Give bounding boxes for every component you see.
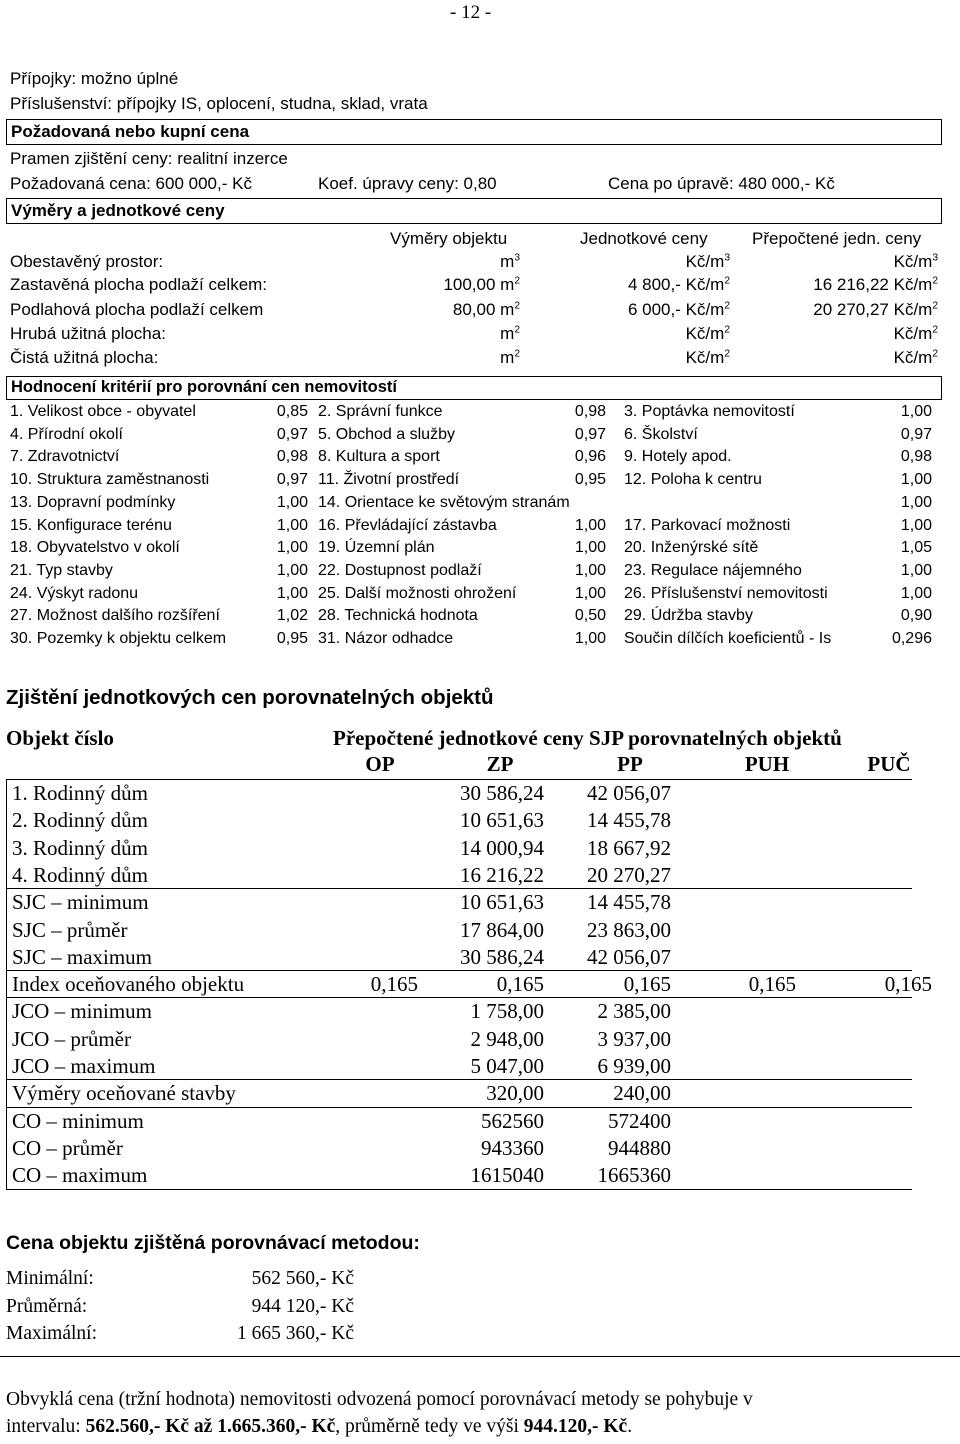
vymery-unit-exponent: 2	[514, 300, 520, 312]
table-cell-zp: 0,165	[496, 972, 544, 997]
vymery-cell-vym	[398, 300, 520, 320]
kriterium-label: 25. Další možnosti ohrožení	[318, 584, 517, 602]
zaver-end: .	[627, 1416, 633, 1437]
vymery-value: 20 270,27 Kč/m	[813, 300, 933, 319]
col-objekt-cislo: Objekt číslo	[6, 726, 114, 750]
zaver-prumer: 944.120,- Kč	[523, 1416, 628, 1437]
kriteria-header: Hodnocení kritérií pro porovnání cen nemovitostí	[11, 378, 397, 396]
col-header-zp: ZP	[486, 752, 514, 776]
table-cell-pp: 572400	[608, 1108, 671, 1133]
group-separator	[6, 888, 912, 889]
kriterium-coefficient: 0,85	[276, 403, 308, 420]
table-cell-puh: 0,165	[748, 972, 796, 997]
kriterium-coefficient: 1,00	[900, 493, 932, 511]
kriterium-label: 31. Názor odhadce	[318, 630, 454, 647]
vymery-header: Výměry a jednotkové ceny	[11, 201, 225, 220]
cena-value: 562 560,- Kč	[251, 1268, 354, 1289]
table-row-label: JCO – maximum	[12, 1054, 156, 1078]
vymery-cell-jc	[560, 275, 730, 295]
table-cell-zp: 1615040	[470, 1163, 544, 1188]
vymery-cell-vym	[398, 348, 520, 368]
kriterium-label: 9. Hotely apod.	[624, 448, 732, 466]
table-cell-zp: 2 948,00	[470, 1026, 544, 1051]
kriterium-coefficient: 0,90	[900, 607, 932, 625]
table-row-label: Index oceňovaného objektu	[12, 972, 245, 997]
table-cell-zp: 10 651,63	[460, 890, 544, 915]
pripojky-text: Přípojky: možno úplné	[10, 69, 179, 88]
kriterium-coefficient: 0,95	[276, 630, 308, 647]
kriterium-label: 6. Školství	[624, 425, 698, 443]
kriterium-coefficient: 1,00	[574, 584, 606, 602]
pozadovana-cena: Požadovaná cena: 600 000,- Kč	[10, 174, 252, 193]
group-separator	[6, 1189, 912, 1190]
koef-upravy: Koef. úpravy ceny: 0,80	[318, 174, 497, 193]
pramen-text: Pramen zjištění ceny: realitní inzerce	[10, 149, 288, 168]
vymery-unit-exponent: 3	[724, 252, 730, 264]
group-separator	[6, 997, 912, 998]
vymery-unit-exponent: 2	[932, 324, 938, 336]
vymery-row-label: Hrubá užitná plocha:	[10, 324, 166, 343]
kriterium-label: Součin dílčích koeficientů - Is	[624, 630, 832, 647]
cena-objektu-title: Cena objektu zjištěná porovnávací metodou:	[6, 1232, 420, 1254]
kriterium-label: 7. Zdravotnictví	[10, 448, 120, 466]
cena-label: Maximální:	[6, 1323, 97, 1344]
table-top-border	[6, 779, 912, 780]
kriterium-coefficient: 0,98	[276, 448, 308, 466]
kriterium-label: 29. Údržba stavby	[624, 607, 753, 625]
cena-value: 944 120,- Kč	[251, 1295, 354, 1317]
kriterium-label: 5. Obchod a služby	[318, 425, 455, 443]
vymery-value: m	[500, 348, 515, 367]
pozadovana-header: Požadovaná nebo kupní cena	[11, 122, 250, 141]
table-cell-pp: 1665360	[597, 1163, 671, 1188]
col-group-header: Přepočtené jednotkové ceny SJP porovnatelných objektů	[333, 726, 842, 750]
vymery-cell-vym	[398, 324, 520, 344]
table-cell-zp: 14 000,94	[460, 835, 544, 860]
kriterium-label: 4. Přírodní okolí	[10, 425, 123, 443]
table-cell-pp: 14 455,78	[587, 890, 671, 915]
kriterium-label: 12. Poloha k centru	[624, 471, 762, 489]
table-cell-pp: 240,00	[613, 1081, 671, 1106]
kriterium-label: 3. Poptávka nemovitostí	[624, 403, 795, 420]
kriterium-label: 30. Pozemky k objektu celkem	[10, 630, 227, 647]
vymery-unit-exponent: 2	[724, 348, 730, 360]
col-header-puh: PUH	[744, 752, 790, 776]
kriterium-coefficient: 1,00	[900, 403, 932, 420]
kriterium-label: 20. Inženýrské sítě	[624, 539, 759, 557]
kriterium-coefficient: 0,96	[574, 448, 606, 466]
vymery-value: m	[500, 324, 515, 343]
table-cell-pp: 2 385,00	[597, 999, 671, 1024]
kriterium-coefficient: 1,00	[900, 471, 932, 489]
table-cell-pp: 0,165	[623, 972, 671, 997]
table-row-label: Výměry oceňované stavby	[12, 1081, 236, 1106]
kriterium-coefficient: 1,00	[900, 516, 932, 534]
vymery-value: 16 216,22 Kč/m	[813, 275, 933, 294]
kriterium-coefficient: 1,00	[574, 630, 606, 647]
kriterium-label: 26. Příslušenství nemovitosti	[624, 584, 828, 602]
vymery-cell-jc	[560, 300, 730, 320]
vymery-unit-exponent: 3	[514, 252, 520, 264]
table-cell-zp: 562560	[481, 1108, 544, 1133]
vymery-cell-vym	[398, 275, 520, 295]
vymery-value: m	[500, 252, 515, 271]
table-cell-pp: 3 937,00	[597, 1026, 671, 1051]
table-cell-zp: 17 864,00	[460, 917, 544, 942]
kriterium-label: 28. Technická hodnota	[318, 607, 478, 625]
kriterium-label: 11. Životní prostředí	[318, 471, 460, 489]
kriterium-coefficient: 0,296	[891, 630, 932, 647]
vymery-unit-exponent: 2	[932, 275, 938, 287]
vymery-unit-exponent: 2	[724, 300, 730, 312]
kriterium-coefficient: 1,00	[276, 561, 308, 579]
vymery-value: 100,00 m	[443, 275, 515, 294]
zaver-line1: Obvyklá cena (tržní hodnota) nemovitosti odvozená pomocí porovnávací metody se pohybuje v	[6, 1389, 753, 1410]
kriterium-label: 19. Územní plán	[318, 539, 435, 557]
divider	[0, 1356, 960, 1357]
kriterium-coefficient: 1,00	[574, 516, 606, 534]
kriterium-coefficient: 0,98	[574, 403, 606, 420]
vymery-cell-pj	[740, 252, 938, 272]
table-cell-pp: 6 939,00	[597, 1054, 671, 1078]
kriterium-label: 15. Konfigurace terénu	[10, 516, 172, 534]
vymery-value: Kč/m	[685, 252, 725, 271]
kriterium-label: 2. Správní funkce	[318, 403, 443, 420]
kriterium-coefficient: 1,02	[276, 607, 308, 625]
vymery-cell-pj	[740, 324, 938, 344]
table-row-label: 3. Rodinný dům	[12, 835, 148, 860]
table-row-label: CO – minimum	[12, 1108, 144, 1133]
vymery-row-label: Obestavěný prostor:	[10, 252, 164, 271]
table-cell-zp: 10 651,63	[460, 808, 544, 833]
vymery-value: Kč/m	[893, 252, 933, 271]
table-cell-pp: 20 270,27	[587, 862, 671, 887]
col-prepoctene-ceny: Přepočtené jedn. ceny	[752, 229, 922, 248]
table-row-label: 1. Rodinný dům	[12, 781, 148, 805]
vymery-value: Kč/m	[685, 324, 725, 343]
kriterium-label: 22. Dostupnost podlaží	[318, 561, 482, 579]
vymery-unit-exponent: 2	[514, 348, 520, 360]
col-jednotkove-ceny: Jednotkové ceny	[580, 229, 708, 248]
vymery-row-label: Čistá užitná plocha:	[10, 348, 159, 367]
col-header-pp: PP	[617, 752, 643, 776]
vymery-row-label: Podlahová plocha podlaží celkem	[10, 300, 264, 319]
table-row-label: SJC – minimum	[12, 890, 149, 915]
zaver-interval: 562.560,- Kč až 1.665.360,- Kč	[85, 1416, 336, 1437]
kriterium-coefficient: 0,97	[574, 425, 606, 443]
cena-po-uprave: Cena po úpravě: 480 000,- Kč	[608, 174, 835, 193]
kriterium-coefficient: 1,00	[276, 539, 308, 557]
table-cell-zp: 5 047,00	[470, 1054, 544, 1078]
vymery-cell-jc	[560, 348, 730, 368]
group-separator	[6, 1107, 912, 1108]
group-separator	[6, 970, 912, 971]
table-row-label: SJC – průměr	[12, 917, 128, 942]
table-cell-zp: 16 216,22	[460, 862, 544, 887]
table-cell-pp: 944880	[608, 1135, 671, 1160]
vymery-cell-jc	[560, 252, 730, 272]
kriterium-label: 1. Velikost obce - obyvatel	[10, 403, 196, 420]
vymery-value: Kč/m	[685, 348, 725, 367]
table-row-label: CO – maximum	[12, 1163, 148, 1188]
table-row-label: 4. Rodinný dům	[12, 862, 148, 887]
vymery-unit-exponent: 2	[932, 348, 938, 360]
cena-label: Minimální:	[6, 1268, 94, 1289]
kriterium-label: 23. Regulace nájemného	[624, 561, 802, 579]
vymery-unit-exponent: 3	[932, 252, 938, 264]
kriterium-label: 16. Převládající zástavba	[318, 516, 497, 534]
table-row-label: SJC – maximum	[12, 944, 153, 969]
table-cell-pp: 18 667,92	[587, 835, 671, 860]
prislusenstvi-text: Příslušenství: přípojky IS, oplocení, studna, sklad, vrata	[10, 94, 428, 113]
page-number: - 12 -	[450, 2, 492, 23]
kriterium-label: 14. Orientace ke světovým stranám	[318, 493, 570, 511]
kriterium-coefficient: 0,95	[574, 471, 606, 489]
table-cell-zp: 320,00	[486, 1081, 544, 1106]
vymery-value: 4 800,- Kč/m	[627, 275, 725, 294]
kriterium-label: 24. Výskyt radonu	[10, 584, 139, 602]
zaver-mid: , průměrně tedy ve výši	[335, 1416, 524, 1437]
vymery-unit-exponent: 2	[724, 275, 730, 287]
pozadovana-header-box	[6, 119, 942, 145]
kriterium-label: 10. Struktura zaměstnanosti	[10, 471, 210, 489]
vymery-unit-exponent: 2	[514, 324, 520, 336]
vymery-unit-exponent: 2	[724, 324, 730, 336]
vymery-cell-vym	[398, 252, 520, 272]
table-left-border	[6, 779, 7, 1189]
kriterium-coefficient: 0,98	[900, 448, 932, 466]
vymery-unit-exponent: 2	[514, 275, 520, 287]
kriterium-coefficient: 0,97	[276, 471, 308, 489]
table-cell-puč: 0,165	[884, 972, 932, 997]
kriterium-coefficient: 1,00	[276, 493, 308, 511]
table-cell-op: 0,165	[370, 972, 418, 997]
zaver-line2	[6, 1416, 632, 1438]
cena-value: 1 665 360,- Kč	[237, 1323, 354, 1344]
vymery-cell-pj	[740, 348, 938, 368]
kriterium-coefficient: 1,00	[276, 584, 308, 602]
vymery-value: Kč/m	[893, 324, 933, 343]
kriterium-label: 8. Kultura a sport	[318, 448, 440, 466]
kriteria-header-box	[6, 376, 942, 400]
vymery-cell-pj	[740, 275, 938, 295]
zjisteni-title: Zjištění jednotkových cen porovnatelných objektů	[6, 686, 494, 709]
vymery-cell-pj	[740, 300, 938, 320]
cena-label: Průměrná:	[6, 1295, 88, 1317]
kriterium-label: 18. Obyvatelstvo v okolí	[10, 539, 180, 557]
kriterium-coefficient: 0,50	[574, 607, 606, 625]
vymery-value: Kč/m	[893, 348, 933, 367]
group-separator	[6, 1079, 912, 1080]
zaver-pre: intervalu:	[6, 1416, 86, 1437]
table-row-label: 2. Rodinný dům	[12, 808, 148, 833]
kriterium-coefficient: 1,00	[900, 584, 932, 602]
vymery-value: 6 000,- Kč/m	[627, 300, 725, 319]
kriterium-label: 17. Parkovací možnosti	[624, 516, 791, 534]
vymery-row-label: Zastavěná plocha podlaží celkem:	[10, 275, 268, 294]
kriterium-coefficient: 1,05	[900, 539, 932, 557]
table-cell-zp: 1 758,00	[470, 999, 544, 1024]
kriterium-coefficient: 1,00	[276, 516, 308, 534]
table-cell-pp: 14 455,78	[587, 808, 671, 833]
kriterium-coefficient: 1,00	[574, 539, 606, 557]
table-row-label: JCO – minimum	[12, 999, 153, 1024]
kriterium-label: 27. Možnost dalšího rozšíření	[10, 607, 220, 625]
col-header-puč: PUČ	[867, 752, 911, 776]
table-row-label: JCO – průměr	[12, 1026, 131, 1051]
table-row-label: CO – průměr	[12, 1135, 123, 1160]
table-cell-zp: 30 586,24	[460, 781, 544, 805]
vymery-header-box	[6, 198, 942, 224]
col-header-op: OP	[365, 752, 395, 776]
kriterium-coefficient: 1,00	[574, 561, 606, 579]
table-cell-pp: 23 863,00	[587, 917, 671, 942]
kriterium-label: 13. Dopravní podmínky	[10, 493, 176, 511]
table-cell-zp: 943360	[481, 1135, 544, 1160]
kriterium-coefficient: 1,00	[900, 561, 932, 579]
col-vymery-objektu: Výměry objektu	[390, 229, 508, 248]
vymery-unit-exponent: 2	[932, 300, 938, 312]
kriterium-label: 21. Typ stavby	[10, 561, 113, 579]
vymery-cell-jc	[560, 324, 730, 344]
table-cell-pp: 42 056,07	[587, 781, 671, 805]
table-cell-pp: 42 056,07	[587, 944, 671, 969]
table-cell-zp: 30 586,24	[460, 944, 544, 969]
vymery-value: 80,00 m	[452, 300, 515, 319]
kriterium-coefficient: 0,97	[276, 425, 308, 443]
kriterium-coefficient: 0,97	[900, 425, 932, 443]
